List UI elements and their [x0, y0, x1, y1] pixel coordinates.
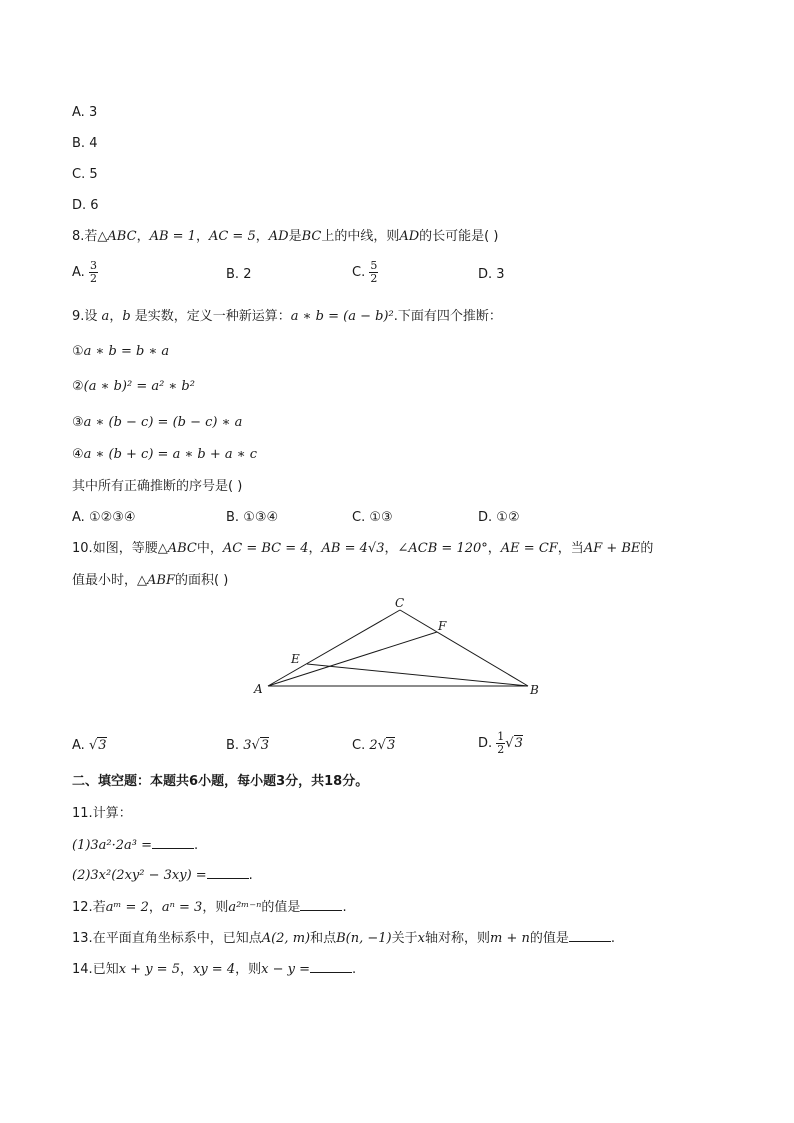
answer-blank [300, 898, 342, 911]
label-f: F [438, 619, 447, 633]
q9-option-c: C. ①③ [352, 510, 393, 525]
q7-option-d: D. 6 [72, 198, 99, 213]
q8-option-b: B. 2 [226, 267, 252, 282]
fraction: $\frac{3}{2}$ [89, 259, 97, 285]
segment-eb [307, 664, 528, 686]
fraction: $\frac{5}{2}$ [370, 259, 378, 285]
q9-item-2: ②(a ∗ b)² = a² ∗ b² [72, 379, 195, 394]
q9-item-4: ④a ∗ (b + c) = a ∗ b + a ∗ c [72, 447, 258, 462]
q9-option-b: B. ①③④ [226, 510, 279, 525]
q7-option-a: A. 3 [72, 105, 98, 120]
q10-option-c: C. 2√3 [352, 738, 396, 753]
q9-item-3: ③a ∗ (b − c) = (b − c) ∗ a [72, 415, 243, 430]
q9-option-d: D. ①② [478, 510, 520, 525]
q11-part-2: (2)3x²(2xy² − 3xy) = . [72, 868, 253, 883]
segment-ac [268, 610, 400, 686]
q11-stem: 11.计算： [72, 806, 132, 821]
q8-stem: 8.若△ABC，AB = 1，AC = 5，AD是BC上的中线，则AD的长可能是( ) [72, 229, 499, 244]
answer-blank [310, 960, 352, 973]
q11-part-1: (1)3a²·2a³ = . [72, 838, 199, 853]
q10-option-a: A. √3 [72, 738, 107, 753]
triangle-figure [250, 596, 550, 701]
label-e: E [291, 652, 300, 666]
segment-cb [400, 610, 528, 686]
answer-blank [207, 866, 249, 879]
answer-blank [569, 929, 611, 942]
q10-option-d: D. $\frac{1}{2}$ √3 [478, 730, 523, 756]
q8-option-a: A. $\frac{3}{2}$ [72, 259, 97, 285]
q9-stem: 9.设 a，b 是实数，定义一种新运算：a ∗ b = (a − b)².下面有四个推断： [72, 309, 502, 324]
label-b: B [530, 683, 539, 697]
q8-option-d: D. 3 [478, 267, 505, 282]
q9-item-1: ①a ∗ b = b ∗ a [72, 344, 170, 359]
q12-stem: 12.若aᵐ = 2，aⁿ = 3，则a²ᵐ⁻ⁿ的值是 . [72, 900, 347, 915]
label-c: C [395, 596, 405, 610]
q10-stem-line2: 值最小时，△ABF的面积( ) [72, 573, 229, 588]
q7-option-c: C. 5 [72, 167, 98, 182]
label-a: A [254, 682, 263, 696]
fraction: $\frac{1}{2}$ [497, 730, 505, 756]
section-2-heading: 二、填空题：本题共6小题，每小题3分，共18分。 [72, 774, 369, 789]
q14-stem: 14.已知x + y = 5，xy = 4，则x − y = . [72, 962, 357, 977]
q13-stem: 13.在平面直角坐标系中，已知点A(2, m)和点B(n, −1)关于x轴对称，则m + n的值是 . [72, 931, 616, 946]
q8-option-c: C. $\frac{5}{2}$ [352, 259, 378, 285]
q10-option-b: B. 3√3 [226, 738, 270, 753]
answer-blank [152, 836, 194, 849]
q9-question: 其中所有正确推断的序号是( ) [72, 479, 243, 494]
q10-stem-line1: 10.如图，等腰△ABC中，AC = BC = 4，AB = 4√3，∠ACB = 120°，AE = CF，当AF + BE的 [72, 541, 654, 556]
q7-option-b: B. 4 [72, 136, 98, 151]
q9-option-a: A. ①②③④ [72, 510, 136, 525]
